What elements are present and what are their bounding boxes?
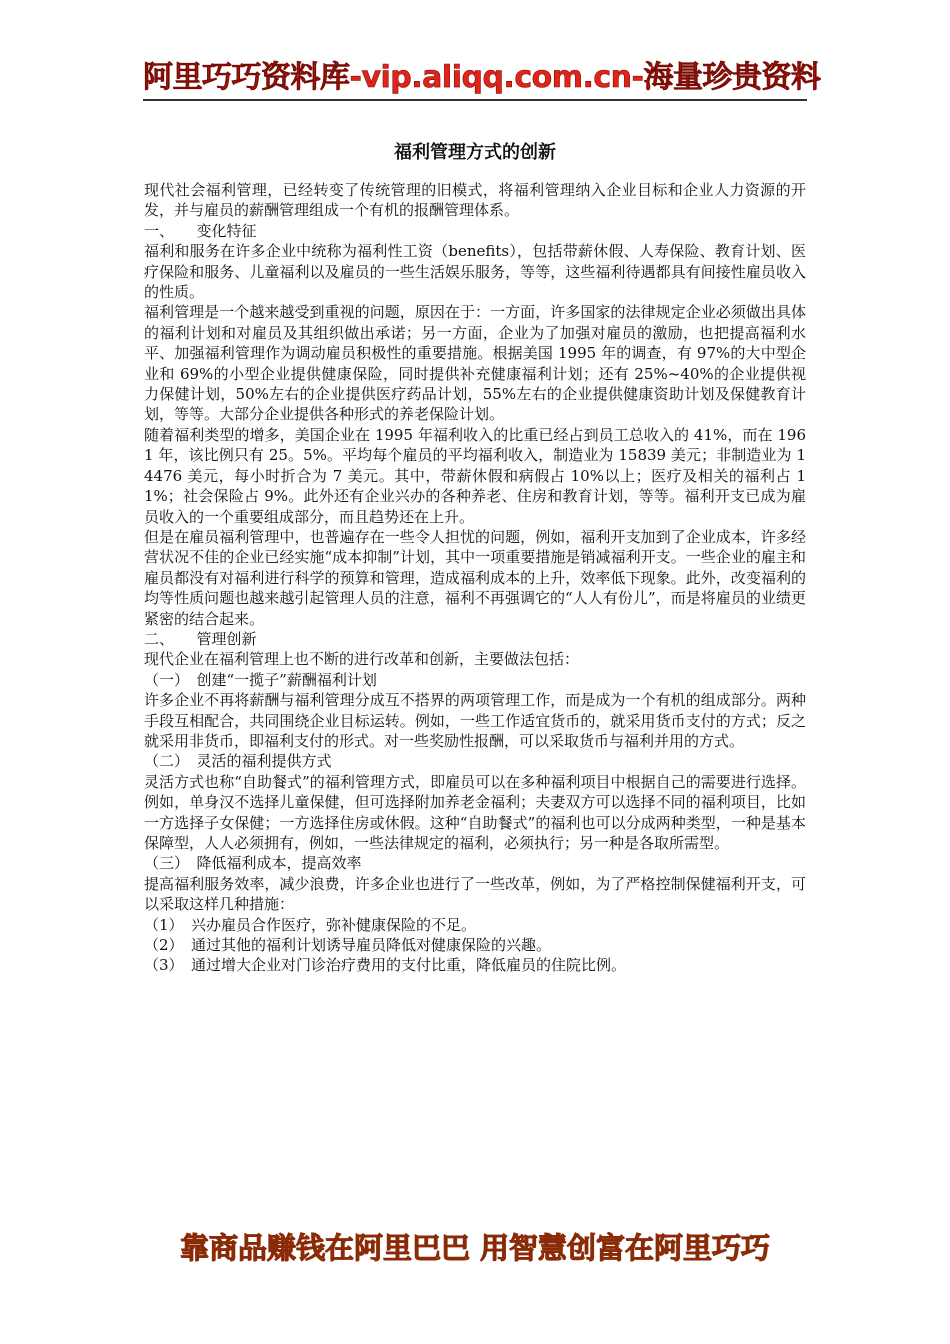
list-item-3: （3） 通过增大企业对门诊治疗费用的支付比重，降低雇员的住院比例。 xyxy=(144,956,627,975)
document-body xyxy=(144,180,806,976)
list-item-1: （1） 兴办雇员合作医疗，弥补健康保险的不足。 xyxy=(144,915,477,934)
paragraph-statistics: 随着福利类型的增多，美国企业在 1995 年福利收入的比重已经占到员工总收入的 41%，而在 1961 年，该比例只有 25。5%。平均每个雇员的平均福利收入，制造业为 15839 美元；非制造业为 14476 美元，每小时折合为 7 美元。其中，带薪休假和病假占 10%以上；医疗及相关的福利占 11%；社会保险占 9%。此外还有企业兴办的各种养老、住房和教育计划，等等。福利开支已成为雇员收入的一个重要组成部分，而且趋势还在上升。 xyxy=(144,425,806,526)
paragraph-flexible-benefits: 灵活方式也称“自助餐式”的福利管理方式，即雇员可以在多种福利项目中根据自己的需要进行选择。例如，单身汉不选择儿童保健，但可选择附加养老金福利；夫妻双方可以选择不同的福利项目，比如一方选择子女保健；一方选择住房或休假。这种“自助餐式”的福利也可以分成两种类型，一种是基本保障型，人人必须拥有，例如，一些法律规定的福利，必须执行；另一种是各取所需型。 xyxy=(144,772,806,852)
subheading-flexible-benefits: （二） 灵活的福利提供方式 xyxy=(144,752,332,771)
paragraph-benefits-definition: 福利和服务在许多企业中统称为福利性工资（benefits），包括带薪休假、人寿保险、教育计划、医疗保险和服务、儿童福利以及雇员的一些生活娱乐服务，等等，这些福利待遇都具有间接性雇员收入的性质。 xyxy=(144,242,806,302)
section-heading-changes: 一、 变化特征 xyxy=(144,221,257,240)
header-divider xyxy=(143,99,807,101)
paragraph-problems: 但是在雇员福利管理中，也普遍存在一些令人担忧的问题，例如，福利开支加到了企业成本，许多经营状况不佳的企业已经实施“成本抑制”计划，其中一项重要措施是销减福利开支。一些企业的雇主和雇员都没有对福利进行科学的预算和管理，造成福利成本的上升，效率低下现象。此外，改变福利的均等性质问题也越来越引起管理人员的注意，福利不再强调它的“人人有份儿”，而是将雇员的业绩更紧密的结合起来。 xyxy=(144,527,806,628)
footer-slogan-banner: 靠商品赚钱在阿里巴巴 用智慧创富在阿里巧巧 xyxy=(179,1231,771,1265)
paragraph-cost-reduction: 提高福利服务效率，减少浪费，许多企业也进行了一些改革，例如，为了严格控制保健福利开支，可以采取这样几种措施： xyxy=(144,874,806,914)
header-banner: 阿里巧巧资料库-vip.aliqq.com.cn-海量珍贵资料 xyxy=(143,60,821,95)
document-title: 福利管理方式的创新 xyxy=(394,142,556,163)
subheading-package-plan: （一） 创建“一揽子”薪酬福利计划 xyxy=(144,670,377,689)
section-heading-innovation: 二、 管理创新 xyxy=(144,629,257,648)
paragraph-importance: 福利管理是一个越来越受到重视的问题，原因在于：一方面，许多国家的法律规定企业必须做出具体的福利计划和对雇员及其组织做出承诺；另一方面，企业为了加强对雇员的激励，也把提高福利水平、加强福利管理作为调动雇员积极性的重要措施。根据美国 1995 年的调查，有 97%的大中型企业和 69%的小型企业提供健康保险，同时提供补充健康福利计划；还有 25%~40%的企业提供视力保健计划，50%左右的企业提供医疗药品计划，55%左右的企业提供健康资助计划及保健教育计划，等等。大部分企业提供各种形式的养老保险计划。 xyxy=(144,303,806,424)
list-item-2: （2） 通过其他的福利计划诱导雇员降低对健康保险的兴趣。 xyxy=(144,936,552,955)
paragraph-innovation-intro: 现代企业在福利管理上也不断的进行改革和创新，主要做法包括： xyxy=(144,650,580,669)
subheading-cost-reduction: （三） 降低福利成本，提高效率 xyxy=(144,854,362,873)
paragraph-package-plan: 许多企业不再将薪酬与福利管理分成互不搭界的两项管理工作，而是成为一个有机的组成部分。两种手段互相配合，共同围绕企业目标运转。例如，一些工作适宜货币的，就采用货币支付的方式；反之就采用非货币，即福利支付的形式。对一些奖励性报酬，可以采取货币与福利并用的方式。 xyxy=(144,691,806,750)
intro-paragraph: 现代社会福利管理，已经转变了传统管理的旧模式，将福利管理纳入企业目标和企业人力资源的开发，并与雇员的薪酬管理组成一个有机的报酬管理体系。 xyxy=(144,181,806,220)
